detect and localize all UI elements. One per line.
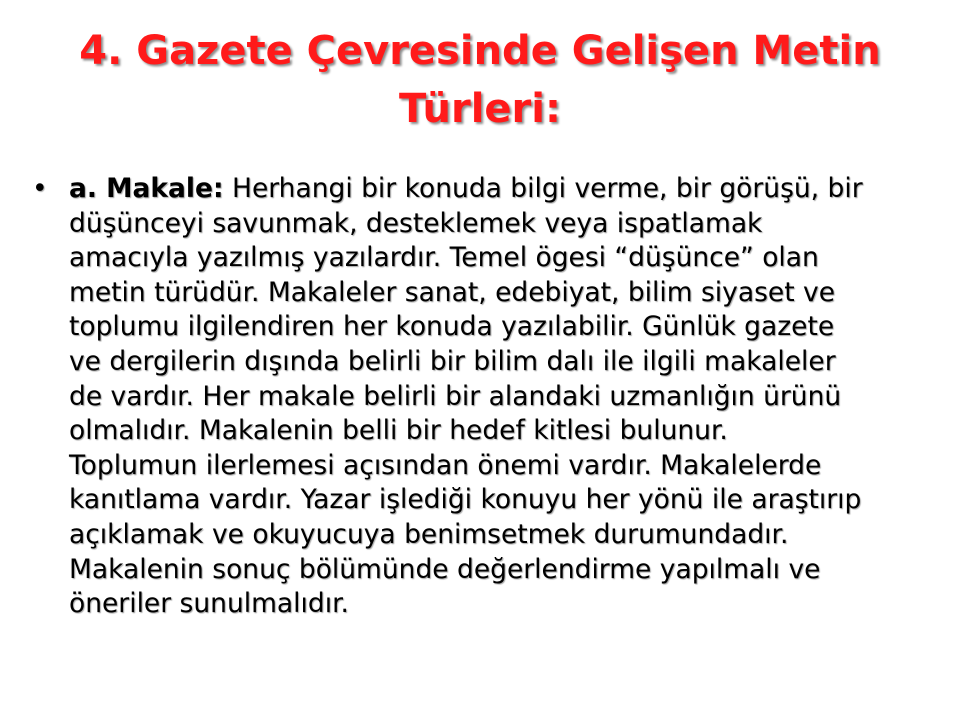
paragraph-first-line-text: Herhangi bir konuda bilgi verme, bir görüşü, bir bbox=[223, 173, 863, 204]
slide-title-line-2: Türleri: bbox=[399, 86, 561, 132]
paragraph-line-8: olmalıdır. Makalenin belli bir hedef kitlesi bulunur. bbox=[69, 415, 728, 447]
paragraph-line-13: öneriler sunulmalıdır. bbox=[69, 588, 349, 620]
term-label: a. Makale: bbox=[69, 173, 224, 204]
bullet-dot-icon: • bbox=[32, 173, 48, 204]
paragraph-line-5: toplumu ilgilendiren her konuda yazılabilir. Günlük gazete bbox=[69, 311, 835, 343]
paragraph-line-12: Makalenin sonuç bölümünde değerlendirme yapılmalı ve bbox=[69, 553, 821, 585]
paragraph-line-3: amacıyla yazılmış yazılardır. Temel ögesi “düşünce” olan bbox=[69, 242, 819, 274]
slide-title-line-1: 4. Gazete Çevresinde Gelişen Metin bbox=[79, 28, 881, 74]
paragraph-line-10: kanıtlama vardır. Yazar işlediği konuyu her yönü ile araştırıp bbox=[69, 484, 862, 516]
slide-title bbox=[60, 22, 900, 138]
paragraph-line-9: Toplumun ilerlemesi açısından önemi vardır. Makalelerde bbox=[69, 449, 822, 481]
paragraph-line-7: de vardır. Her makale belirli bir alandaki uzmanlığın ürünü bbox=[69, 380, 842, 412]
paragraph-line-2: düşünceyi savunmak, desteklemek veya ispatlamak bbox=[69, 207, 763, 239]
bullet-item-makale bbox=[30, 172, 930, 622]
paragraph-line-6: ve dergilerin dışında belirli bir bilim dalı ile ilgili makaleler bbox=[69, 345, 836, 377]
bullet-list bbox=[30, 172, 930, 622]
paragraph-line-4: metin türüdür. Makaleler sanat, edebiyat, bilim siyaset ve bbox=[69, 276, 836, 308]
paragraph-line-11: açıklamak ve okuyucuya benimsetmek durumundadır. bbox=[69, 518, 789, 550]
paragraph-line-1 bbox=[69, 172, 930, 207]
